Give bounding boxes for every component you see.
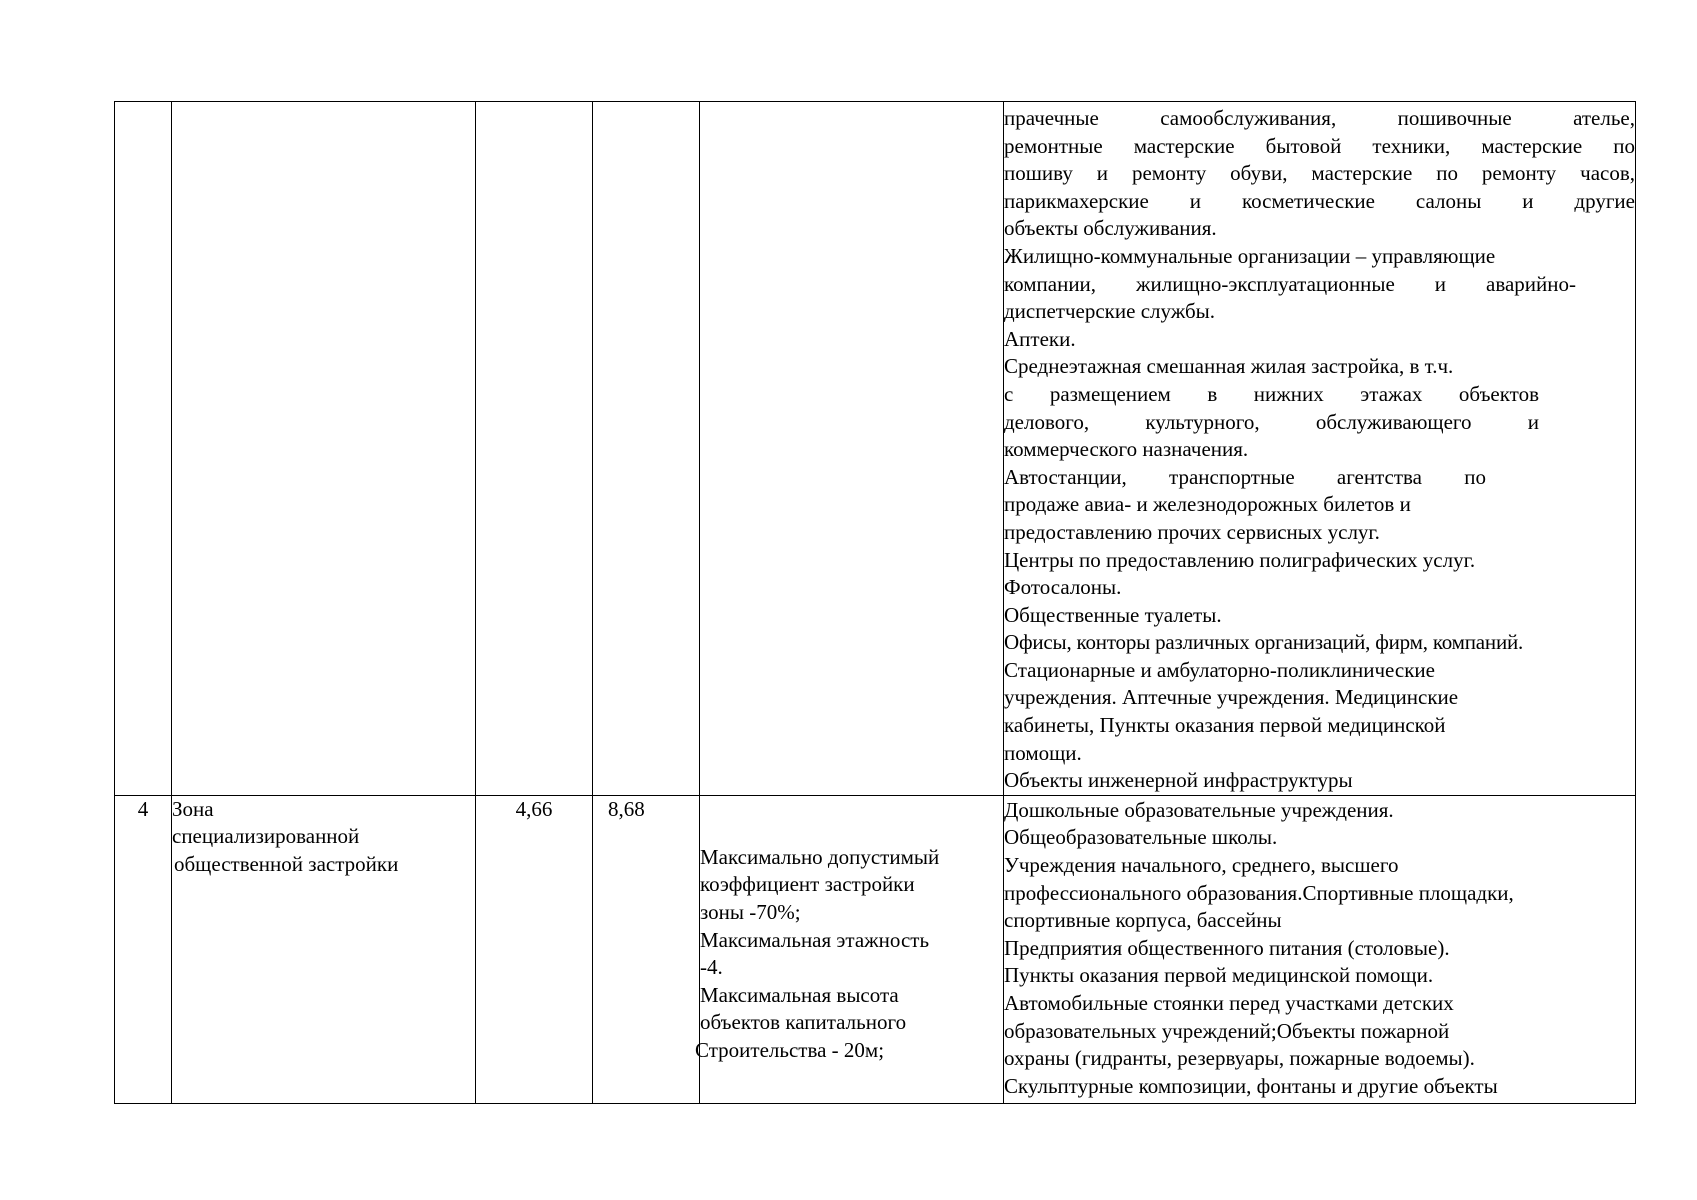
uses-line: Дошкольные образовательные учреждения. bbox=[1004, 797, 1394, 822]
uses-line: профессионального образования.Спортивные площадки, bbox=[1004, 880, 1514, 905]
params-line: Максимальная этажность bbox=[700, 927, 930, 952]
zone-name-cell bbox=[172, 102, 476, 796]
uses-line: с размещением в нижних этажах объектов bbox=[1004, 381, 1539, 406]
params-line: коэффициент застройки bbox=[700, 872, 915, 897]
uses-line: охраны (гидранты, резервуары, пожарные водоемы). bbox=[1004, 1046, 1475, 1071]
params-line: объектов капитального bbox=[700, 1010, 907, 1035]
row-number-cell bbox=[115, 102, 172, 796]
uses-line: Офисы, конторы различных организаций, фирм, компаний. bbox=[1004, 630, 1524, 655]
uses-line: предоставлению прочих сервисных услуг. bbox=[1004, 519, 1380, 544]
uses-line: ремонтные мастерские бытовой техники, мастерские по bbox=[1004, 133, 1635, 158]
value-1-cell bbox=[476, 102, 593, 796]
uses-line: продаже авиа- и железнодорожных билетов и bbox=[1004, 492, 1411, 517]
uses-line: образовательных учреждений;Объекты пожарной bbox=[1004, 1018, 1450, 1043]
uses-line: Общественные туалеты. bbox=[1004, 602, 1222, 627]
zone-name-line: специализированной bbox=[172, 824, 360, 849]
uses-line: коммерческого назначения. bbox=[1004, 437, 1249, 462]
uses-line: Центры по предоставлению полиграфических услуг. bbox=[1004, 547, 1476, 572]
parameters-cell bbox=[700, 102, 1004, 796]
table-row bbox=[115, 102, 1636, 796]
uses-line: пошиву и ремонту обуви, мастерские по ремонту часов, bbox=[1004, 161, 1635, 186]
uses-line: Жилищно-коммунальные организации – управляющие bbox=[1004, 243, 1496, 268]
value-1: 4,66 bbox=[515, 796, 553, 821]
uses-line: Среднеэтажная смешанная жилая застройка, в т.ч. bbox=[1004, 354, 1454, 379]
value-2-cell bbox=[593, 102, 700, 796]
parameters-cell bbox=[695, 795, 1004, 1103]
housing-item bbox=[1004, 243, 1576, 326]
uses-line: Предприятия общественного питания (столовые). bbox=[1004, 935, 1450, 960]
midrise-item bbox=[1004, 353, 1539, 463]
permitted-uses-cell bbox=[1004, 795, 1636, 1103]
bus-station-item bbox=[1004, 464, 1486, 492]
value-2: 8,68 bbox=[608, 796, 645, 821]
uses-line: Пункты оказания первой медицинской помощи. bbox=[1004, 963, 1434, 988]
params-line: Максимальная высота bbox=[700, 982, 899, 1007]
uses-line: кабинеты, Пункты оказания первой медицинской bbox=[1004, 713, 1446, 738]
uses-line: прачечные самообслуживания, пошивочные ателье, bbox=[1004, 106, 1635, 130]
uses-line: Общеобразовательные школы. bbox=[1004, 825, 1278, 850]
uses-line: компании, жилищно-эксплуатационные и аварийно- bbox=[1004, 271, 1576, 296]
row-number-cell bbox=[115, 795, 172, 1103]
uses-line: Учреждения начального, среднего, высшего bbox=[1004, 853, 1399, 878]
uses-line: объекты обслуживания. bbox=[1004, 216, 1217, 241]
uses-line: парикмахерские и косметические салоны и другие bbox=[1004, 188, 1635, 213]
uses-line: Скульптурные композиции, фонтаны и другие объекты bbox=[1004, 1073, 1498, 1098]
params-line: Максимально допустимый bbox=[700, 844, 940, 869]
uses-line: Автомобильные стоянки перед участками детских bbox=[1004, 991, 1454, 1015]
value-1-cell bbox=[476, 795, 593, 1103]
uses-line: делового, культурного, обслуживающего и bbox=[1004, 409, 1539, 434]
zone-name-cell bbox=[172, 795, 476, 1103]
params-line: -4. bbox=[700, 955, 723, 980]
zone-name-line: Зона bbox=[172, 796, 214, 821]
value-2-cell bbox=[593, 795, 700, 1103]
uses-line: Фотосалоны. bbox=[1004, 575, 1122, 600]
uses-line: Аптеки. bbox=[1004, 326, 1076, 351]
table-row bbox=[115, 795, 1636, 1103]
uses-line: Объекты инженерной инфраструктуры bbox=[1004, 768, 1353, 793]
permitted-uses-cell bbox=[1004, 102, 1636, 796]
row-number: 4 bbox=[137, 796, 149, 821]
uses-line: Автостанции, транспортные агентства по bbox=[1004, 464, 1486, 489]
uses-line: диспетчерские службы. bbox=[1004, 299, 1215, 324]
params-line: зоны -70%; bbox=[700, 900, 801, 925]
uses-line: спортивные корпуса, бассейны bbox=[1004, 908, 1282, 933]
zoning-table bbox=[114, 101, 1636, 1104]
uses-line: помощи. bbox=[1004, 740, 1082, 765]
zone-name-line: общественной застройки bbox=[174, 852, 399, 877]
uses-line: Стационарные и амбулаторно-поликлинические bbox=[1004, 657, 1435, 682]
params-line: Строительства - 20м; bbox=[695, 1038, 885, 1062]
uses-line: учреждения. Аптечные учреждения. Медицинские bbox=[1004, 685, 1459, 710]
